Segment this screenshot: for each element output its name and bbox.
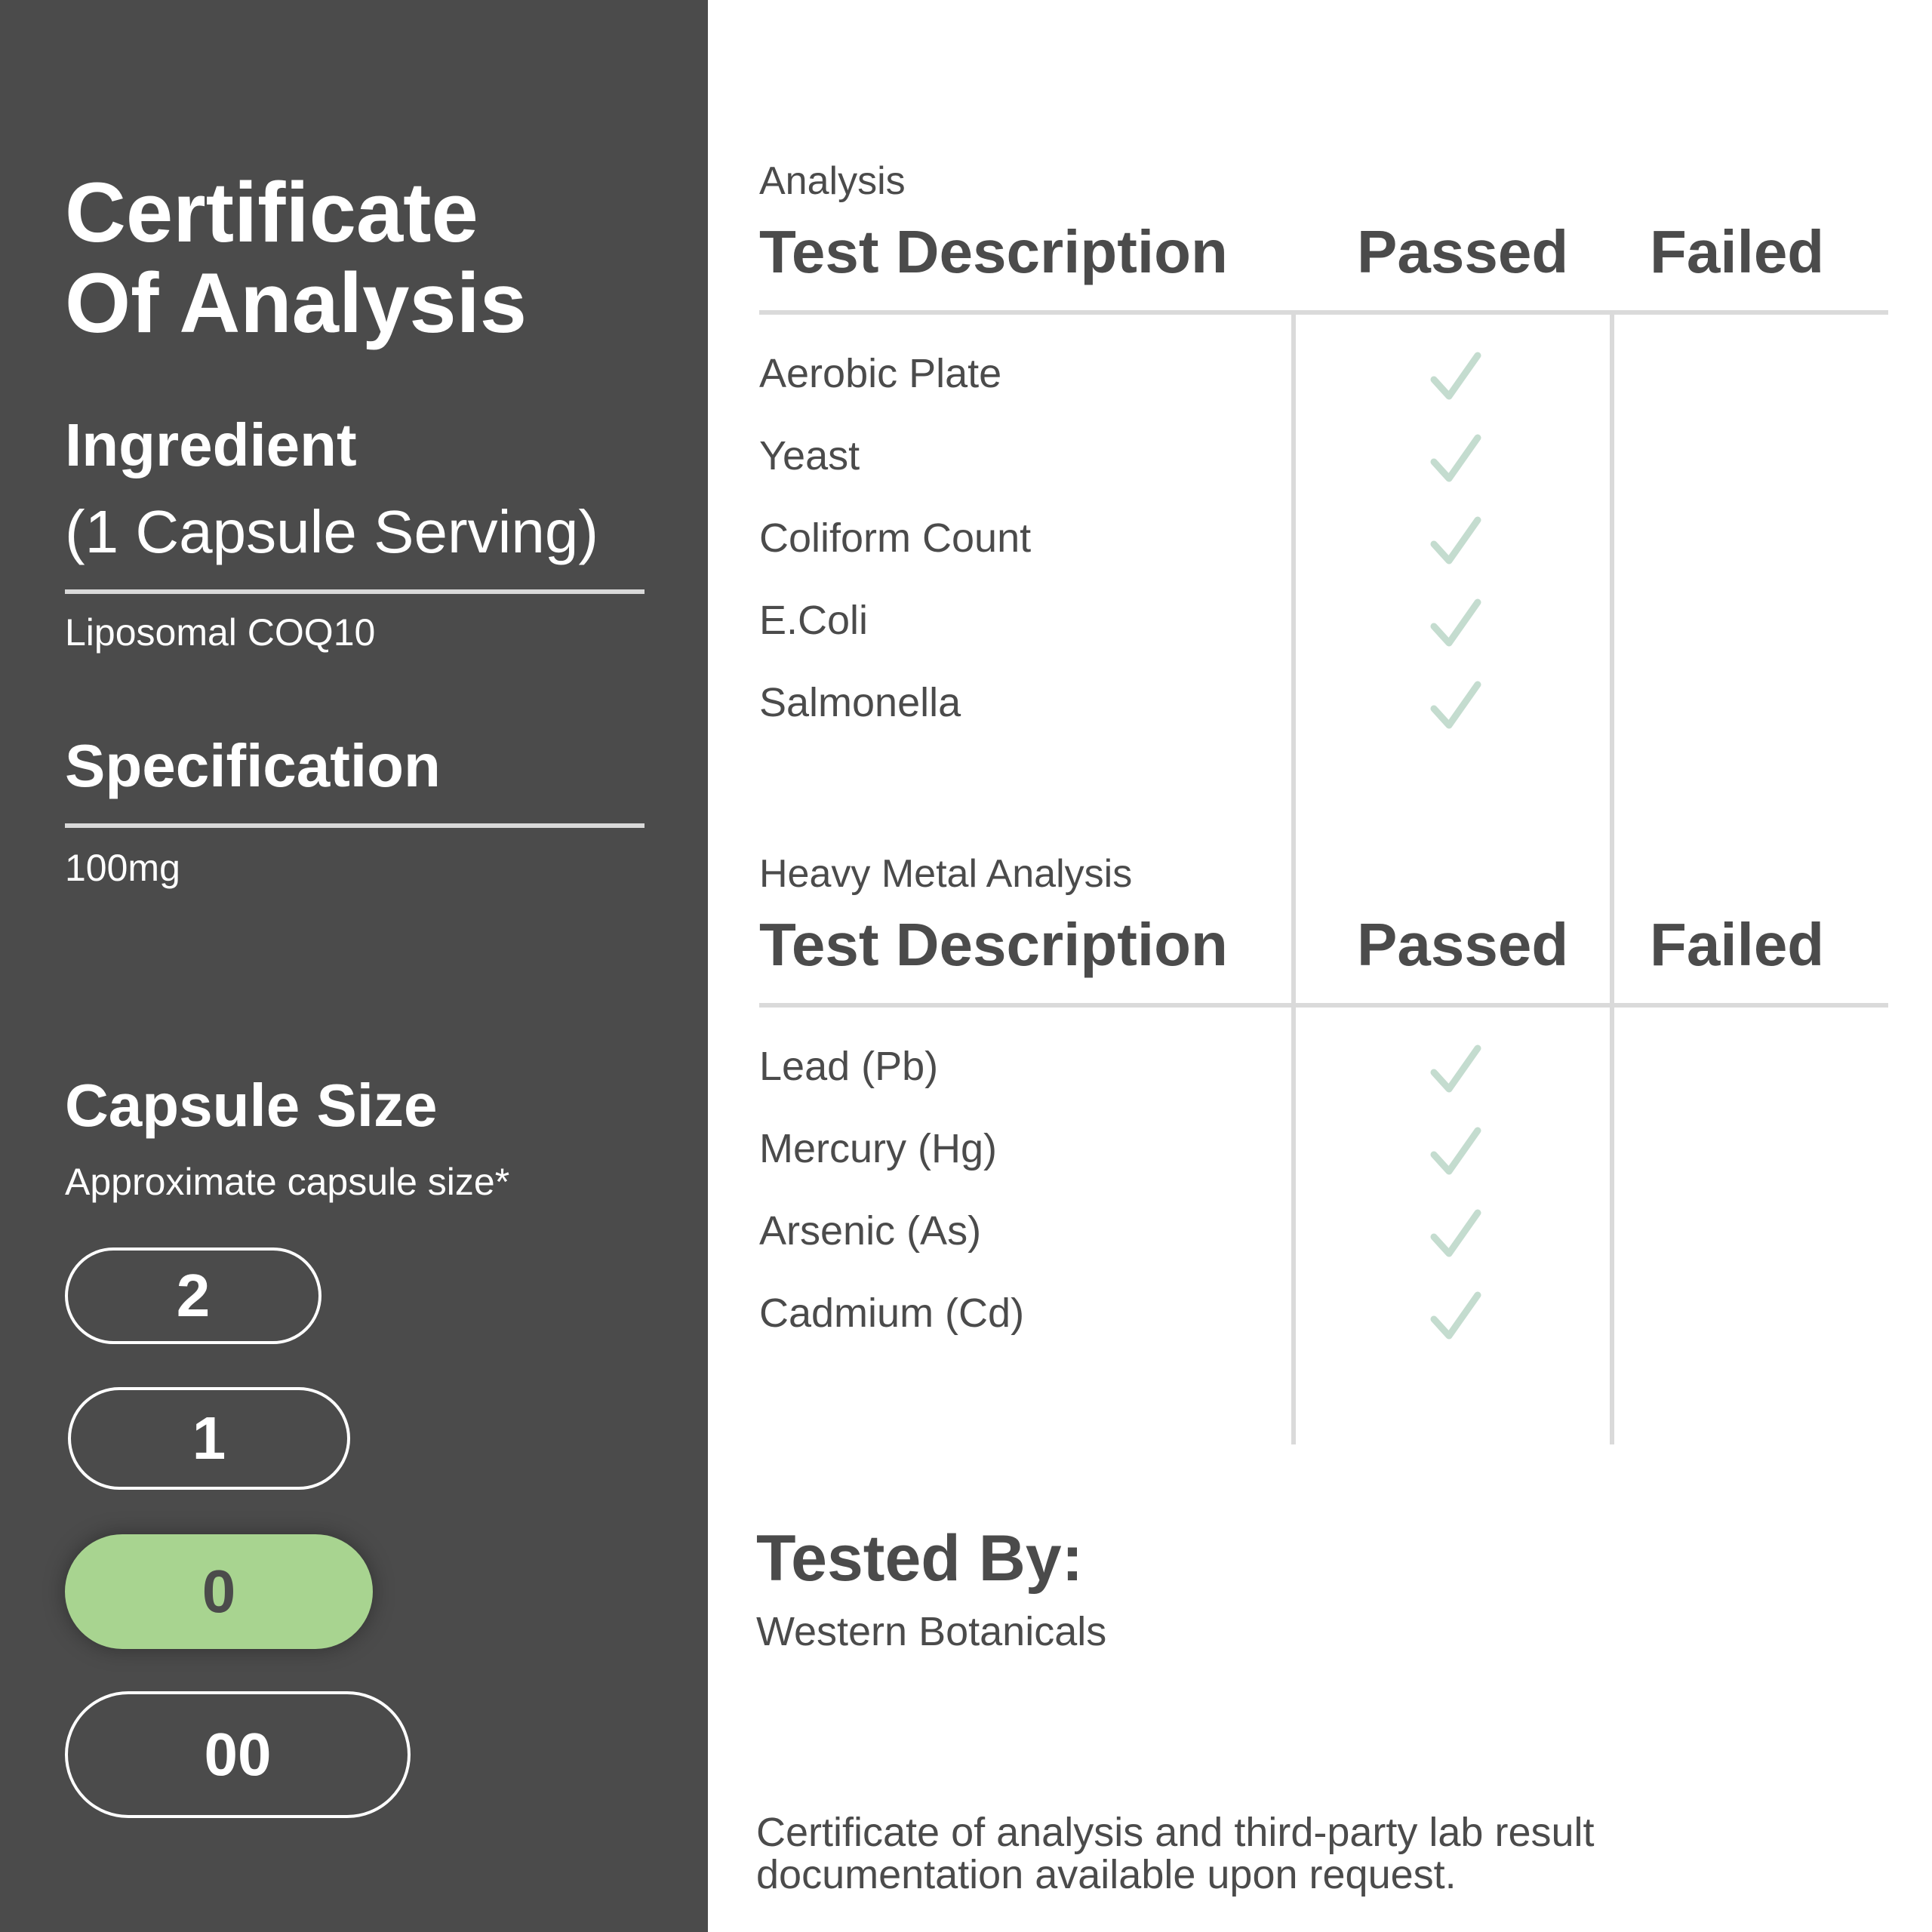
ingredient-divider bbox=[65, 589, 645, 594]
ingredient-name: Liposomal COQ10 bbox=[65, 611, 376, 654]
page-title bbox=[65, 165, 528, 350]
check-icon bbox=[1429, 1044, 1482, 1097]
tested-by-lab: Western Botanicals bbox=[756, 1609, 1107, 1654]
check-icon bbox=[1429, 680, 1482, 733]
capsule-size-option-00[interactable]: 00 bbox=[65, 1691, 411, 1818]
analysis-row-label: Salmonella bbox=[759, 680, 961, 725]
analysis-row-label: Yeast bbox=[759, 433, 860, 478]
analysis-col-test-description: Test Description bbox=[759, 218, 1228, 285]
analysis-col-passed: Passed bbox=[1357, 218, 1569, 285]
capsule-size-option-1[interactable]: 1 bbox=[68, 1387, 350, 1490]
left-panel bbox=[0, 0, 708, 1932]
capsule-size-option-2[interactable]: 2 bbox=[65, 1247, 321, 1344]
heavy-metal-header-divider bbox=[759, 1003, 1888, 1008]
heavy-metal-col-passed: Passed bbox=[1357, 911, 1569, 978]
heavy-metal-section-label: Heavy Metal Analysis bbox=[759, 852, 1133, 896]
check-icon bbox=[1429, 1291, 1482, 1343]
footnote: Certificate of analysis and third-party lab result documentation available upon request. bbox=[756, 1810, 1595, 1897]
check-icon bbox=[1429, 1208, 1482, 1261]
check-icon bbox=[1429, 1126, 1482, 1179]
capsule-size-subheading: Approximate capsule size* bbox=[65, 1161, 510, 1203]
analysis-row-label: Coliform Count bbox=[759, 515, 1032, 561]
heavy-metal-col-test-description: Test Description bbox=[759, 911, 1228, 978]
analysis-col-failed: Failed bbox=[1650, 218, 1825, 285]
ingredient-serving: (1 Capsule Serving) bbox=[65, 498, 598, 565]
column-divider-passed bbox=[1291, 312, 1296, 1444]
check-icon bbox=[1429, 351, 1482, 404]
specification-divider bbox=[65, 823, 645, 828]
specification-value: 100mg bbox=[65, 847, 180, 889]
column-divider-failed bbox=[1610, 312, 1614, 1444]
capsule-size-option-0-selected[interactable]: 0 bbox=[65, 1534, 373, 1649]
analysis-header-divider bbox=[759, 310, 1888, 315]
analysis-row-label: E.Coli bbox=[759, 598, 869, 643]
check-icon bbox=[1429, 598, 1482, 651]
tested-by-heading: Tested By: bbox=[756, 1522, 1084, 1595]
analysis-row-label: Aerobic Plate bbox=[759, 351, 1002, 396]
title-line-1: Certificate bbox=[65, 165, 478, 260]
results-panel bbox=[708, 0, 1932, 1932]
title-line-2: Of Analysis bbox=[65, 256, 528, 350]
check-icon bbox=[1429, 515, 1482, 568]
ingredient-heading: Ingredient bbox=[65, 411, 357, 478]
heavy-metal-row-label: Cadmium (Cd) bbox=[759, 1291, 1025, 1336]
specification-heading: Specification bbox=[65, 732, 441, 799]
capsule-size-heading: Capsule Size bbox=[65, 1072, 438, 1139]
heavy-metal-row-label: Mercury (Hg) bbox=[759, 1126, 998, 1171]
heavy-metal-row-label: Arsenic (As) bbox=[759, 1208, 982, 1254]
analysis-section-label: Analysis bbox=[759, 159, 906, 203]
heavy-metal-row-label: Lead (Pb) bbox=[759, 1044, 939, 1089]
check-icon bbox=[1429, 433, 1482, 486]
heavy-metal-col-failed: Failed bbox=[1650, 911, 1825, 978]
